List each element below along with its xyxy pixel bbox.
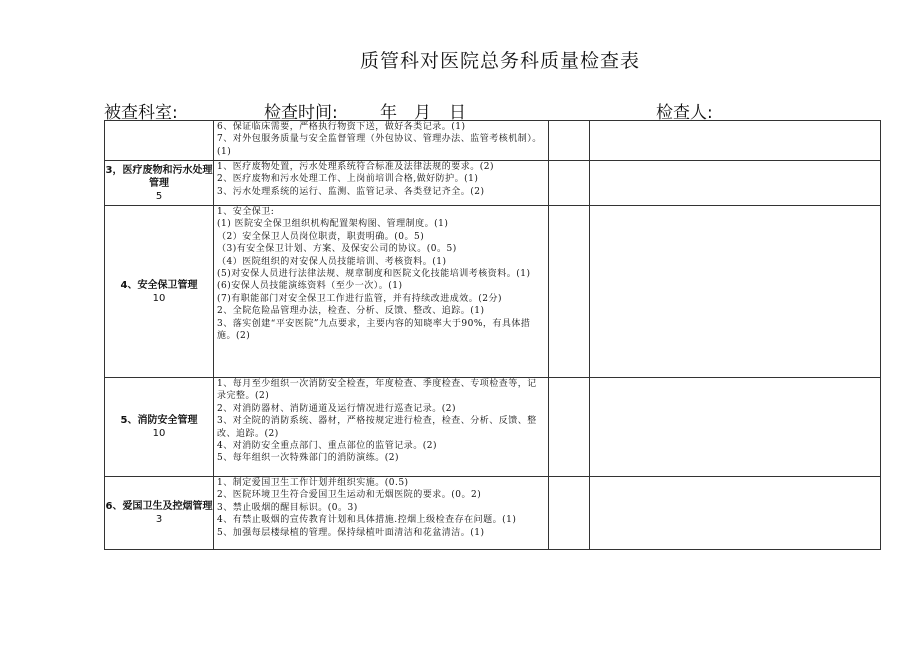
criteria-item: 3、落实创建“平安医院”九点要求，主要内容的知晓率大于90%，有具体措施。(2) bbox=[217, 318, 531, 342]
notes-cell[interactable] bbox=[590, 378, 881, 477]
category-cell bbox=[105, 161, 214, 206]
criteria-item: 5、加强每层楼绿植的管理。保持绿植叶面清洁和花盆清洁。(1) bbox=[217, 527, 485, 538]
category-name: 4、安全保卫管理 bbox=[120, 279, 198, 291]
notes-cell[interactable] bbox=[590, 206, 881, 378]
category-cell bbox=[105, 206, 214, 378]
criteria-cell bbox=[214, 477, 549, 550]
criteria-item: (5)对安保人员进行法律法规、规章制度和医院文化技能培训考核资料。(1) bbox=[217, 269, 531, 280]
criteria-cell bbox=[214, 161, 549, 206]
notes-cell[interactable] bbox=[590, 121, 881, 161]
table-row bbox=[105, 477, 881, 550]
table-row bbox=[105, 378, 881, 477]
criteria-cell bbox=[214, 206, 549, 378]
criteria-item: 2、医疗废物和污水处理工作、上岗前培训合格,做好防护。(1) bbox=[217, 174, 479, 185]
criteria-item: 2、医院环境卫生符合爱国卫生运动和无烟医院的要求。(0。2) bbox=[217, 490, 482, 501]
criteria-item: （4）医院组织的对安保人员技能培训、考核资料。(1) bbox=[217, 256, 447, 267]
day-label: 日 bbox=[449, 103, 466, 123]
table-row bbox=[105, 206, 881, 378]
score-entry-cell[interactable] bbox=[549, 477, 590, 550]
criteria-item: 7、对外包服务质量与安全监督管理（外包协议、管理办法、监管考核机制）。(1) bbox=[217, 134, 542, 157]
score-entry-cell[interactable] bbox=[549, 378, 590, 477]
criteria-item: (7)有职能部门对安全保卫工作进行监管，并有持续改进成效。(2分) bbox=[217, 293, 502, 304]
category-cell bbox=[105, 378, 214, 477]
category-name: 5、消防安全管理 bbox=[120, 415, 198, 426]
category-score: 10 bbox=[152, 292, 166, 304]
score-entry-cell[interactable] bbox=[549, 121, 590, 161]
criteria-item: 6、保证临床需要，严格执行物资下送，做好各类记录。(1) bbox=[217, 122, 466, 132]
criteria-item: 1、医疗废物处置，污水处理系统符合标准及法律法规的要求。(2) bbox=[217, 162, 494, 172]
table-row bbox=[105, 161, 881, 206]
criteria-item: 2、全院危险品管理办法，检查、分析、反馈、整改、追踪。(1) bbox=[217, 306, 485, 317]
category-score: 3 bbox=[155, 514, 163, 525]
inspector-label: 检查人: bbox=[656, 103, 713, 123]
criteria-item: （3)有安全保卫计划、方案、及保安公司的协议。(0。5) bbox=[217, 244, 457, 255]
criteria-cell bbox=[214, 121, 549, 161]
criteria-item: 1、制定爱国卫生工作计划并组织实施。(0.5) bbox=[217, 478, 409, 488]
table-row bbox=[105, 121, 881, 161]
criteria-item: 4、有禁止吸烟的宣传教育计划和具体措施.控烟上级检查存在问题。(1) bbox=[217, 515, 517, 526]
criteria-item: 3、污水处理系统的运行、监测、监管记录、各类登记齐全。(2) bbox=[217, 186, 485, 197]
page-title: 质管科对医院总务科质量检查表 bbox=[359, 50, 640, 72]
inspection-table bbox=[104, 120, 881, 550]
criteria-item: 3、禁止吸烟的醒目标识。(0。3) bbox=[217, 502, 358, 513]
category-cell bbox=[105, 477, 214, 550]
category-name: 3，医疗废物和污水处理管理 bbox=[105, 164, 213, 189]
dept-label: 被查科室: bbox=[104, 103, 178, 123]
notes-cell[interactable] bbox=[590, 161, 881, 206]
criteria-item: (1) 医院安全保卫组织机构配置架构图、管理制度。(1) bbox=[217, 219, 449, 230]
criteria-item: 4、对消防安全重点部门、重点部位的监管记录。(2) bbox=[217, 441, 437, 452]
criteria-item: 2、对消防器材、消防通道及运行情况进行巡查记录。(2) bbox=[217, 403, 456, 414]
category-name: 6、爱国卫生及控烟管理 bbox=[105, 501, 213, 512]
criteria-item: （2）安全保卫人员岗位职责，职责明确。(0。5) bbox=[217, 231, 425, 242]
category-cell bbox=[105, 121, 214, 161]
criteria-item: 5、每年组织一次特殊部门的消防演练。(2) bbox=[217, 453, 399, 464]
criteria-item: 3、对全院的消防系统、器材，严格按规定进行检查，检查、分析、反馈、整改、追踪。(2) bbox=[217, 416, 537, 439]
score-entry-cell[interactable] bbox=[549, 206, 590, 378]
month-label: 月 bbox=[414, 103, 431, 123]
category-score: 10 bbox=[152, 428, 166, 439]
criteria-item: 1、每月至少组织一次消防安全检查，年度检查、季度检查、专项检查等，记录完整。(2) bbox=[217, 379, 537, 402]
criteria-item: (6)安保人员技能演练资料（至少一次）。(1) bbox=[217, 281, 403, 292]
time-label: 检查时间: bbox=[264, 103, 338, 123]
category-score: 5 bbox=[155, 190, 163, 202]
year-label: 年 bbox=[380, 103, 397, 123]
criteria-cell bbox=[214, 378, 549, 477]
criteria-item: 1、安全保卫: bbox=[217, 207, 275, 217]
score-entry-cell[interactable] bbox=[549, 161, 590, 206]
notes-cell[interactable] bbox=[590, 477, 881, 550]
